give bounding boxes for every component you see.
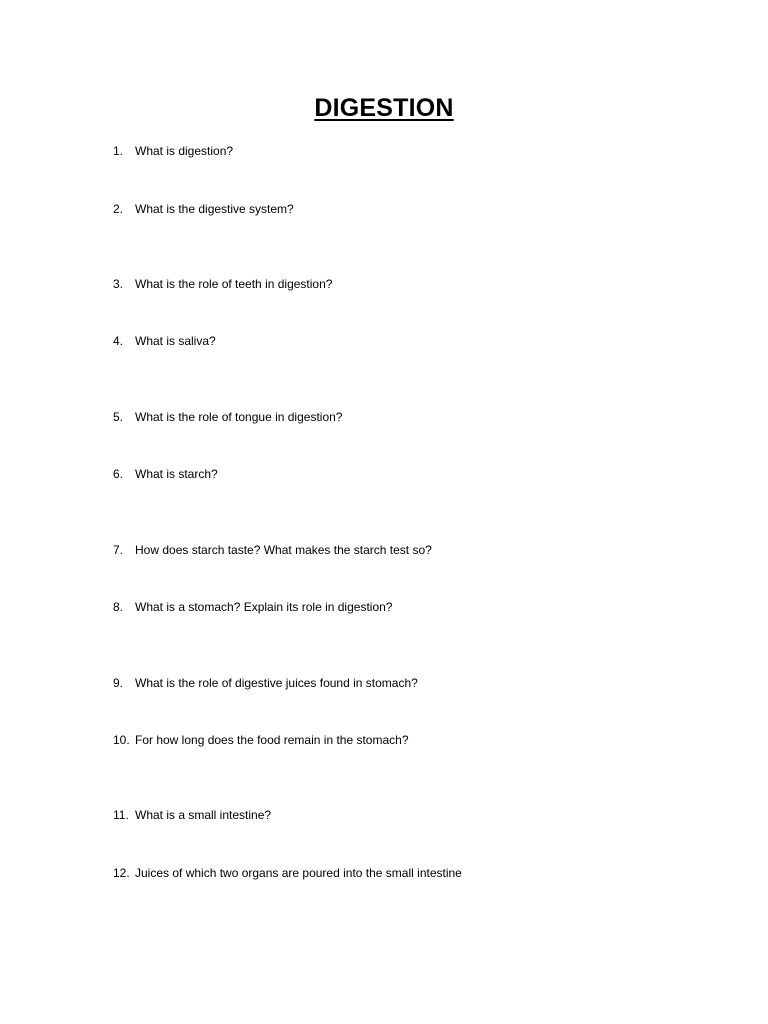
page-title: DIGESTION	[314, 94, 454, 122]
question-text: What is digestion?	[135, 144, 234, 158]
question-text: Juices of which two organs are poured into the small intestine	[135, 866, 462, 880]
question-number: 10.	[113, 733, 130, 747]
question-item	[113, 599, 693, 615]
question-item	[113, 865, 693, 881]
question-number: 2.	[113, 202, 124, 216]
question-text: What is a stomach? Explain its role in digestion?	[135, 600, 393, 614]
question-number: 7.	[113, 543, 124, 557]
question-number: 4.	[113, 334, 124, 348]
question-item	[113, 466, 693, 482]
question-number: 11.	[113, 808, 129, 822]
question-item	[113, 675, 693, 691]
question-number: 8.	[113, 600, 124, 614]
question-item	[113, 542, 693, 558]
question-text: What is the role of teeth in digestion?	[135, 277, 333, 291]
question-item	[113, 409, 693, 425]
question-item	[113, 201, 693, 217]
question-item	[113, 333, 693, 349]
question-text: What is starch?	[135, 467, 218, 481]
question-text: What is saliva?	[135, 334, 216, 348]
question-text: What is a small intestine?	[135, 808, 272, 822]
question-text: What is the digestive system?	[135, 202, 294, 216]
question-number: 5.	[113, 410, 124, 424]
question-item	[113, 807, 693, 823]
question-number: 6.	[113, 467, 124, 481]
question-text: For how long does the food remain in the stomach?	[135, 733, 409, 747]
question-text: What is the role of tongue in digestion?	[135, 410, 343, 424]
question-item	[113, 276, 693, 292]
question-number: 12.	[113, 866, 130, 880]
question-number: 1.	[113, 144, 124, 158]
question-item	[113, 732, 693, 748]
question-number: 3.	[113, 277, 124, 291]
question-item	[113, 143, 693, 159]
question-number: 9.	[113, 676, 124, 690]
question-text: How does starch taste? What makes the starch test so?	[135, 543, 432, 557]
question-text: What is the role of digestive juices found in stomach?	[135, 676, 418, 690]
